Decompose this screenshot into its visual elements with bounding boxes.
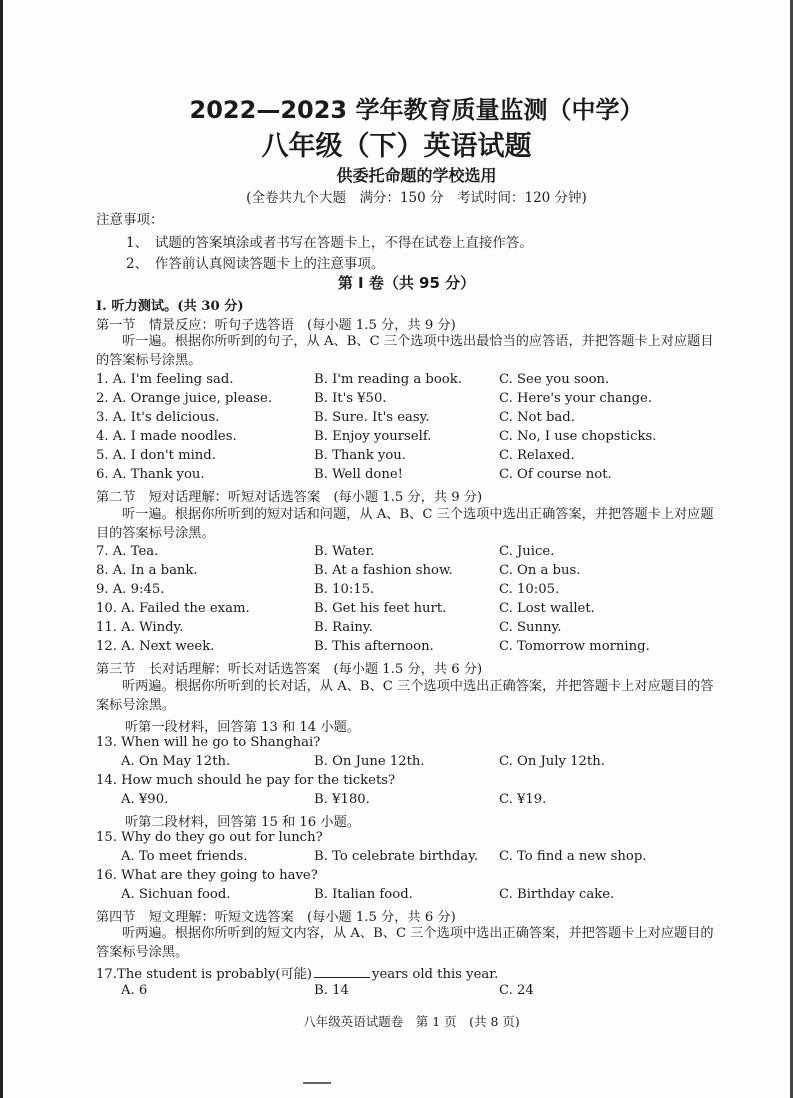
page-footer: 八年级英语试题卷 第 1 页 (共 8 页) [303, 1014, 520, 1029]
q6-option-b: B. Well done! [314, 467, 403, 482]
section4-instructions: 听两遍。根据你所听到的短文内容，从 A、B、C 三个选项中选出正确答案，并把答题卡上对应题目的答案标号涂黑。 [96, 926, 714, 960]
q2-option-c: C. Here's your change. [499, 391, 653, 406]
answer-blank [314, 967, 370, 978]
q6-option-a: 6. A. Thank you. [96, 467, 205, 482]
q10-option-b: B. Get his feet hurt. [314, 601, 447, 616]
q16-option-b: B. Italian food. [314, 887, 413, 902]
exam-info: (全卷共九个大题 满分：150 分 考试时间：120 分钟) [246, 190, 587, 206]
q8-option-a: 8. A. In a bank. [96, 563, 198, 578]
q4-option-a: 4. A. I made noodles. [96, 429, 237, 444]
q1-option-b: B. I'm reading a book. [314, 372, 462, 387]
section2-instructions: 听一遍。根据你所听到的短对话和问题，从 A、B、C 三个选项中选出正确答案，并把答题卡上对应题目的答案标号涂黑。 [96, 507, 714, 541]
section1-instructions: 听一遍。根据你所听到的句子，从 A、B、C 三个选项中选出最恰当的应答语，并把答题卡上对应题目的答案标号涂黑。 [96, 334, 714, 368]
section3-material1: 听第一段材料，回答第 13 和 14 小题。 [125, 720, 360, 735]
exam-title-line2: 八年级（下）英语试题 [261, 131, 532, 162]
q8-option-c: C. On a bus. [499, 563, 581, 578]
q3-option-c: C. Not bad. [499, 410, 575, 425]
q1-option-c: C. See you soon. [499, 372, 610, 387]
q2-option-a: 2. A. Orange juice, please. [96, 391, 273, 406]
q12-option-c: C. Tomorrow morning. [499, 639, 650, 654]
q14-stem: 14. How much should he pay for the tickets? [96, 773, 396, 788]
q11-option-b: B. Rainy. [314, 620, 373, 635]
q17-option-b: B. 14 [314, 983, 349, 998]
q12-option-b: B. This afternoon. [314, 639, 434, 654]
q7-option-a: 7. A. Tea. [96, 544, 159, 559]
q4-option-b: B. Enjoy yourself. [314, 429, 432, 444]
q5-option-a: 5. A. I don't mind. [96, 448, 216, 463]
q6-option-c: C. Of course not. [499, 467, 612, 482]
q7-option-b: B. Water. [314, 544, 375, 559]
q2-option-b: B. It's ¥50. [314, 391, 387, 406]
section4-heading: 第四节 短文理解：听短文选答案 (每小题 1.5 分，共 6 分) [96, 910, 456, 925]
q16-stem: 16. What are they going to have? [96, 868, 318, 883]
q5-option-c: C. Relaxed. [499, 448, 575, 463]
q11-option-a: 11. A. Windy. [96, 620, 184, 635]
q11-option-c: C. Sunny. [499, 620, 562, 635]
section3-instructions: 听两遍。根据你所听到的长对话，从 A、B、C 三个选项中选出正确答案，并把答题卡上对应题目的答案标号涂黑。 [96, 679, 714, 713]
notice-title: 注意事项： [96, 212, 164, 228]
notice-item: 2、 作答前认真阅读答题卡上的注意事项。 [126, 256, 385, 272]
q15-stem: 15. Why do they go out for lunch? [96, 830, 323, 845]
q16-option-c: C. Birthday cake. [499, 887, 615, 902]
q14-option-c: C. ¥19. [499, 792, 547, 807]
q10-option-c: C. Lost wallet. [499, 601, 595, 616]
part1-title: I. 听力测试。(共 30 分) [96, 299, 244, 314]
q8-option-b: B. At a fashion show. [314, 563, 453, 578]
q14-option-b: B. ¥180. [314, 792, 370, 807]
exam-title-line1: 2022—2023 学年教育质量监测（中学） [189, 96, 644, 124]
q5-option-b: B. Thank you. [314, 448, 406, 463]
q17-stem-post: years old this year. [372, 967, 499, 982]
q15-option-b: B. To celebrate birthday. [314, 849, 479, 864]
q15-option-c: C. To find a new shop. [499, 849, 647, 864]
q9-option-a: 9. A. 9:45. [96, 582, 165, 597]
q13-option-c: C. On July 12th. [499, 754, 605, 769]
q4-option-c: C. No, I use chopsticks. [499, 429, 657, 444]
section3-heading: 第三节 长对话理解：听长对话选答案 (每小题 1.5 分，共 6 分) [96, 662, 483, 677]
q10-option-a: 10. A. Failed the exam. [96, 601, 250, 616]
q1-option-a: 1. A. I'm feeling sad. [96, 372, 234, 387]
q3-option-a: 3. A. It's delicious. [96, 410, 220, 425]
section1-heading: 第一节 情景反应：听句子选答语 (每小题 1.5 分，共 9 分) [96, 318, 456, 333]
section3-material2: 听第二段材料，回答第 15 和 16 小题。 [125, 815, 360, 830]
q9-option-b: B. 10:15. [314, 582, 375, 597]
q3-option-b: B. Sure. It's easy. [314, 410, 430, 425]
q17-stem [96, 963, 498, 982]
q9-option-c: C. 10:05. [499, 582, 560, 597]
q17-option-a: A. 6 [121, 983, 148, 998]
q17-option-c: C. 24 [499, 983, 534, 998]
scan-mark [303, 1082, 331, 1084]
q14-option-a: A. ¥90. [121, 792, 169, 807]
q16-option-a: A. Sichuan food. [121, 887, 231, 902]
q13-option-a: A. On May 12th. [121, 754, 231, 769]
notice-item: 1、 试题的答案填涂或者书写在答题卡上，不得在试卷上直接作答。 [126, 235, 533, 251]
q15-option-a: A. To meet friends. [121, 849, 248, 864]
section2-heading: 第二节 短对话理解：听短对话选答案 (每小题 1.5 分，共 9 分) [96, 490, 483, 505]
exam-subtitle: 供委托命题的学校选用 [336, 166, 497, 185]
volume-title: 第 I 卷（共 95 分） [337, 274, 476, 292]
q7-option-c: C. Juice. [499, 544, 555, 559]
q12-option-a: 12. A. Next week. [96, 639, 215, 654]
q13-option-b: B. On June 12th. [314, 754, 425, 769]
q17-stem-pre: 17.The student is probably(可能) [96, 967, 312, 982]
q13-stem: 13. When will he go to Shanghai? [96, 735, 321, 750]
